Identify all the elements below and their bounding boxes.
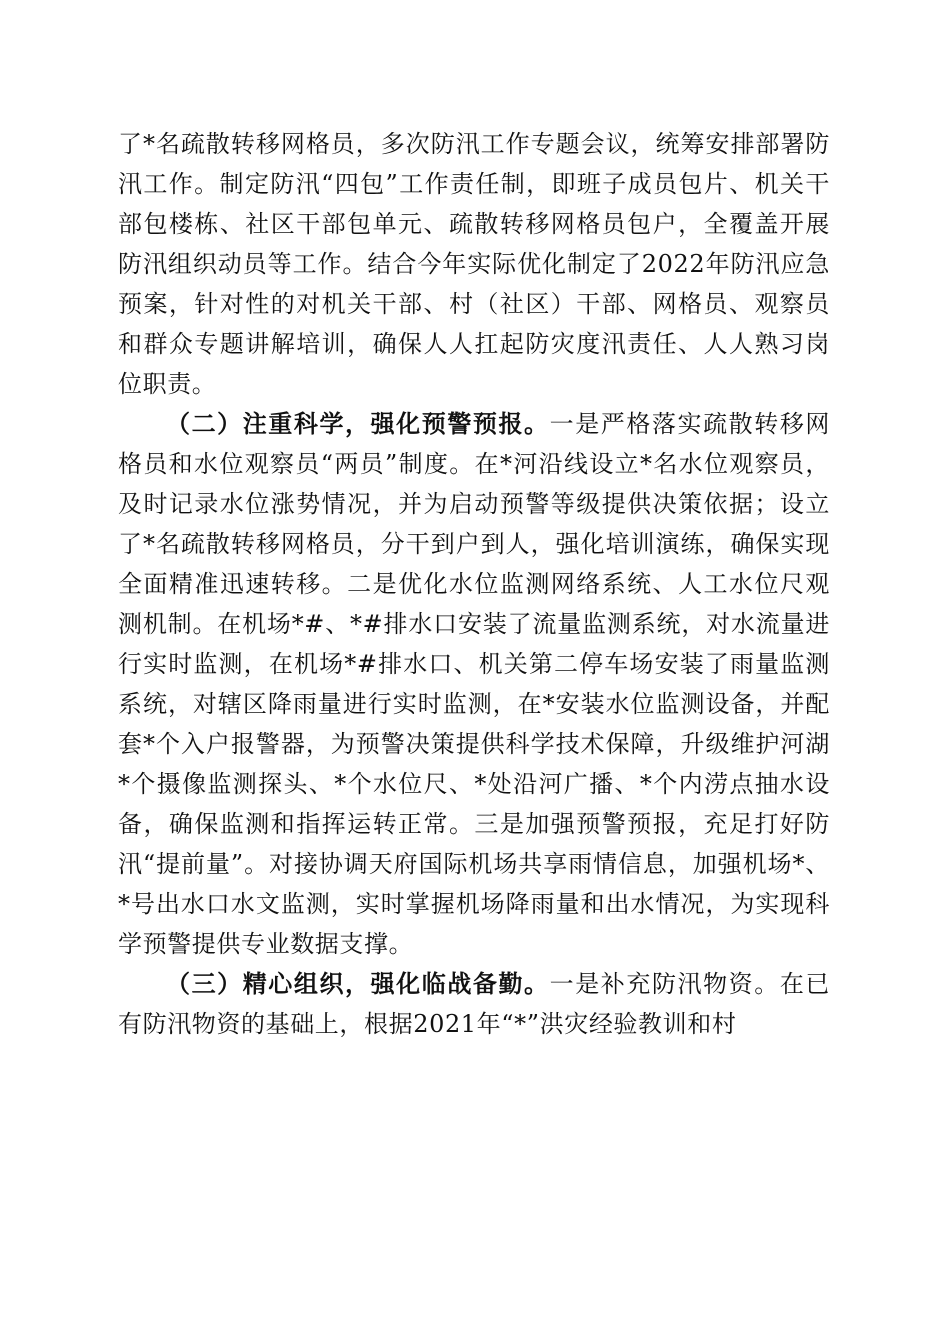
paragraph-text: 一是补充防汛物资。在已有防汛物资的基础上，根据2021年“*”洪灾经验教训和村 [118,970,830,1038]
section-heading: （三）精心组织，强化临战备勤。 [166,969,550,998]
paragraph-text: 了*名疏散转移网格员，多次防汛工作专题会议，统筹安排部署防汛工作。制定防汛“四包”工作责任制，即班子成员包片、机关干部包楼栋、社区干部包单元、疏散转移网格员包户，全覆盖开展防汛组织动员等工作。结合今年实际优化制定了2022年防汛应急预案，针对性的对机关干部、村（社区）干部、网格员、观察员和群众专题讲解培训，确保人人扛起防灾度汛责任、人人熟习岗位职责。 [118,130,830,398]
document-body [118,124,830,1044]
paragraph-section-3 [118,964,830,1044]
paragraph-continuation [118,124,830,404]
section-heading: （二）注重科学，强化预警预报。 [166,409,550,438]
paragraph-text: 一是严格落实疏散转移网格员和水位观察员“两员”制度。在*河沿线设立*名水位观察员，及时记录水位涨势情况，并为启动预警等级提供决策依据；设立了*名疏散转移网格员，分干到户到人，强化培训演练，确保实现全面精准迅速转移。二是优化水位监测网络系统、人工水位尺观测机制。在机场*#、*#排水口安装了流量监测系统，对水流量进行实时监测，在机场*#排水口、机关第二停车场安装了雨量监测系统，对辖区降雨量进行实时监测，在*安装水位监测设备，并配套*个入户报警器，为预警决策提供科学技术保障，升级维护河湖*个摄像监测探头、*个水位尺、*处沿河广播、*个内涝点抽水设备，确保监测和指挥运转正常。三是加强预警预报，充足打好防汛“提前量”。对接协调天府国际机场共享雨情信息，加强机场*、*号出水口水文监测，实时掌握机场降雨量和出水情况，为实现科学预警提供专业数据支撑。 [118,410,830,958]
paragraph-section-2 [118,404,830,964]
